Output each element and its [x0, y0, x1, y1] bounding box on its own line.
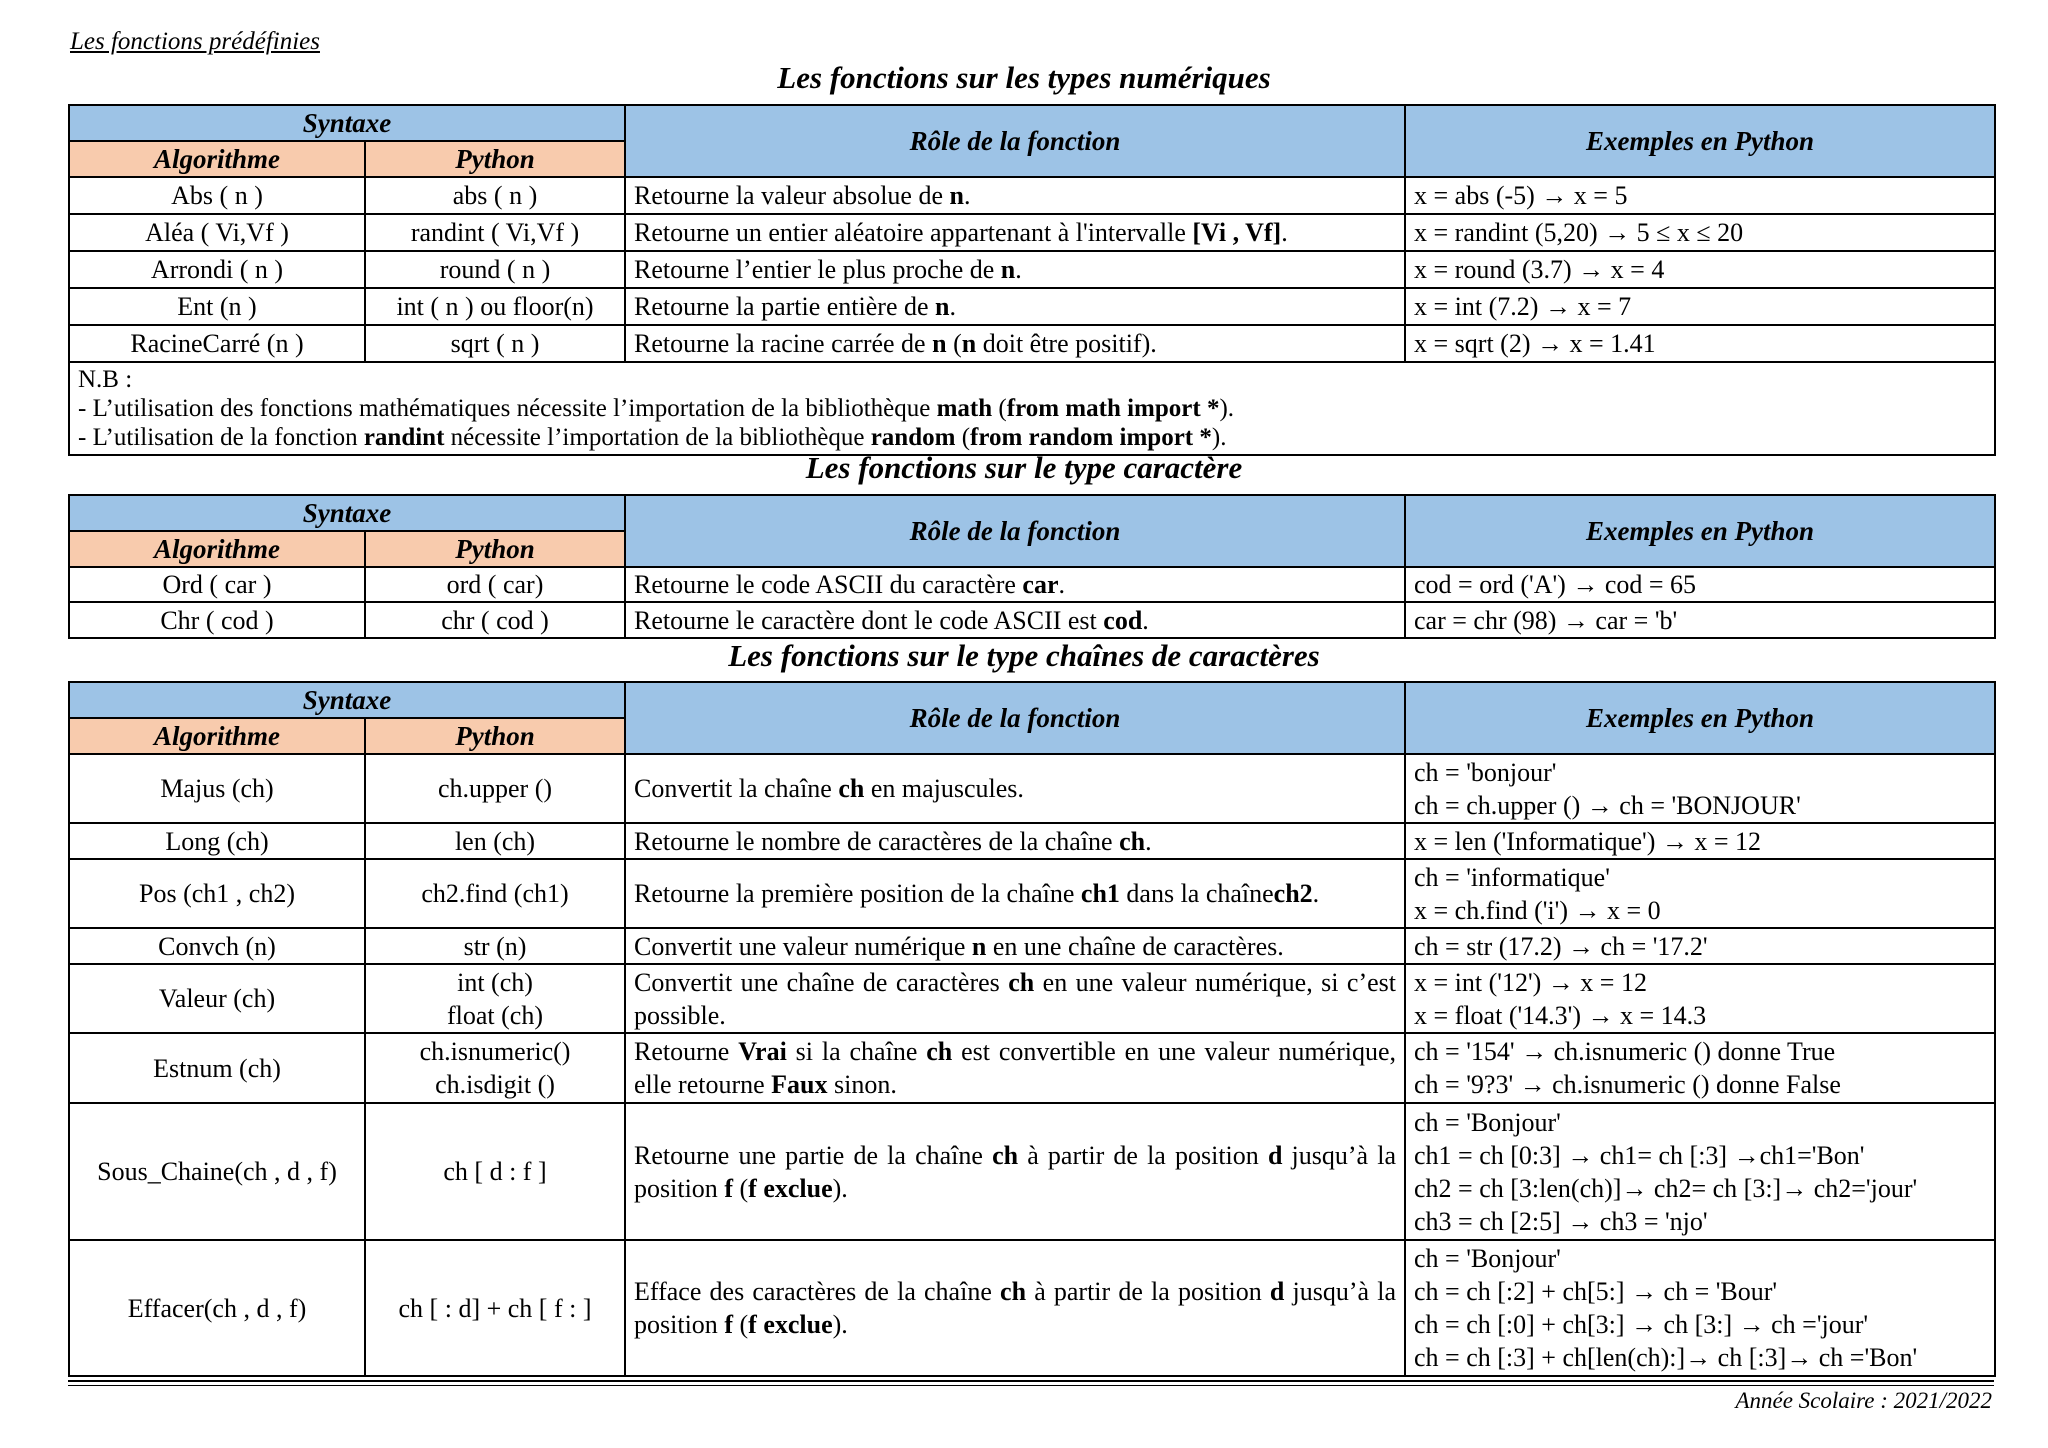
cell-line: ch = 'Bonjour' [1414, 1244, 1561, 1273]
header-syntaxe: Syntaxe [69, 682, 625, 718]
bold-term: f [724, 1173, 733, 1203]
text-segment: - L’utilisation des fonctions mathématiques nécessite l’importation de la bibliothèque [78, 395, 937, 422]
bold-term: math [936, 395, 993, 422]
cell-line: x = len ('Informatique') → x = 12 [1414, 826, 1762, 856]
examples-cell [1405, 964, 1995, 1033]
text-segment: Retourne une partie de la chaîne [634, 1140, 993, 1170]
text-segment: . [1142, 605, 1149, 635]
cell-line: x = round (3.7) → x = 4 [1414, 255, 1665, 284]
cell-line: Estnum (ch) [153, 1053, 281, 1083]
cell-line: ch.isnumeric() [419, 1037, 571, 1066]
numeric-functions-table [68, 104, 1996, 456]
cell-line: Majus (ch) [160, 774, 274, 803]
bold-term: randint [363, 424, 445, 451]
bold-term: cod [1103, 605, 1143, 635]
text-segment: doit être positif). [976, 329, 1157, 358]
cell-line: ch = 'bonjour' [1414, 757, 1557, 787]
header-role: Rôle de la fonction [625, 105, 1405, 177]
bold-term: f [724, 1310, 733, 1339]
header-row [69, 682, 1995, 718]
examples-cell [1405, 1240, 1995, 1376]
text-segment: en une chaîne de caractères. [986, 931, 1284, 961]
examples-cell [1405, 928, 1995, 964]
bold-term: from random import * [970, 424, 1212, 451]
table-row [69, 251, 1995, 288]
table-row [69, 754, 1995, 823]
examples-cell [1405, 177, 1995, 214]
bold-term: ch [992, 1140, 1019, 1170]
bold-term: d [1267, 1140, 1283, 1170]
role-cell [625, 1033, 1405, 1103]
section-title-character: Les fonctions sur le type caractère [805, 450, 1243, 485]
python-cell [365, 823, 625, 859]
cell-line: Valeur (ch) [158, 984, 276, 1013]
header-role: Rôle de la fonction [625, 495, 1405, 567]
cell-line: RacineCarré (n ) [130, 329, 304, 358]
cell-line: Sous_Chaine(ch , d , f) [97, 1157, 337, 1186]
text-segment: ). [832, 1173, 848, 1203]
algorithm-cell [69, 177, 365, 214]
cell-line: Aléa ( Vi,Vf ) [145, 218, 289, 247]
cell-line: car = chr (98) → car = 'b' [1414, 605, 1678, 635]
algorithm-cell [69, 928, 365, 964]
python-cell [365, 964, 625, 1033]
python-cell [365, 325, 625, 362]
algorithm-cell [69, 1103, 365, 1240]
cell-line: ch [ : d] + ch [ f : ] [398, 1293, 592, 1323]
cell-line: x = int (7.2) → x = 7 [1414, 292, 1632, 321]
role-cell [625, 754, 1405, 823]
table-row [69, 567, 1995, 602]
header-role: Rôle de la fonction [625, 682, 1405, 754]
algorithm-cell [69, 964, 365, 1033]
text-segment: Convertit la chaîne [634, 774, 839, 803]
text-segment: Convertit une valeur numérique [634, 931, 972, 961]
text-segment: . [963, 181, 971, 210]
footer-school-year: Année Scolaire : 2021/2022 [1735, 1388, 1992, 1413]
bold-term: ch2 [1273, 879, 1313, 908]
header-examples: Exemples en Python [1405, 495, 1995, 567]
bold-term: n [932, 329, 947, 358]
table-row [69, 823, 1995, 859]
cell-line: x = abs (-5) → x = 5 [1414, 181, 1628, 210]
bold-term: n [961, 329, 977, 358]
table-row [69, 325, 1995, 362]
role-cell [625, 214, 1405, 251]
algorithm-cell [69, 754, 365, 823]
page-label: Les fonctions prédéfinies [70, 28, 320, 55]
text-segment: ). [1219, 395, 1235, 422]
cell-line: int (ch) [457, 967, 533, 997]
python-cell [365, 251, 625, 288]
header-algorithme: Algorithme [69, 531, 365, 567]
cell-line: ch = ch [:2] + ch[5:] → ch = 'Bour' [1414, 1277, 1778, 1306]
text-segment: Retourne [634, 1037, 739, 1066]
text-segment: . [949, 292, 957, 321]
text-segment: Retourne la valeur absolue de [634, 181, 950, 210]
cell-line: ch = 'Bonjour' [1414, 1107, 1561, 1137]
bold-term: ch [1000, 1277, 1027, 1306]
role-cell [625, 602, 1405, 638]
role-cell [625, 1240, 1405, 1376]
table-row [69, 602, 1995, 638]
text-segment: à partir de la position [1026, 1277, 1270, 1306]
note-line [78, 394, 1986, 423]
cell-line: ch = ch [:0] + ch[3:] → ch [3:] → ch ='jour' [1414, 1310, 1869, 1339]
cell-line: x = ch.find ('i') → x = 0 [1414, 895, 1661, 925]
examples-cell [1405, 288, 1995, 325]
algorithm-cell [69, 1240, 365, 1376]
bold-term: [Vi , Vf] [1192, 218, 1282, 247]
cell-line: str (n) [463, 931, 527, 961]
cell-line: ord ( car) [446, 570, 544, 599]
role-cell [625, 928, 1405, 964]
cell-line: abs ( n ) [452, 181, 538, 210]
cell-line: cod = ord ('A') → cod = 65 [1414, 570, 1697, 599]
bold-term: n [949, 181, 964, 210]
text-segment: jusqu’à la position [634, 1140, 1397, 1203]
cell-line: Long (ch) [165, 826, 269, 856]
section-title-numeric: Les fonctions sur les types numériques [777, 60, 1271, 95]
cell-line: Chr ( cod ) [160, 605, 274, 635]
cell-line: Abs ( n ) [171, 181, 263, 210]
cell-line: ch = str (17.2) → ch = '17.2' [1414, 931, 1708, 961]
python-cell [365, 928, 625, 964]
cell-line: len (ch) [454, 826, 536, 856]
header-syntaxe: Syntaxe [69, 105, 625, 141]
cell-line: x = int ('12') → x = 12 [1414, 967, 1647, 997]
text-segment: Retourne la première position de la chaîne [634, 879, 1081, 908]
python-cell [365, 288, 625, 325]
bold-term: f exclue [748, 1173, 833, 1203]
text-segment: ( [955, 424, 971, 451]
text-segment: . [1145, 826, 1152, 856]
text-segment: Retourne la racine carrée de [634, 329, 933, 358]
table-row [69, 1103, 1995, 1240]
text-segment: - L’utilisation de la fonction [78, 424, 364, 451]
bold-term: ch [1008, 967, 1035, 997]
role-cell [625, 964, 1405, 1033]
text-segment: Retourne le nombre de caractères de la chaîne [634, 826, 1120, 856]
examples-cell [1405, 567, 1995, 602]
bold-term: from math import * [1006, 395, 1220, 422]
cell-line: Convch (n) [158, 931, 276, 961]
python-cell [365, 1240, 625, 1376]
examples-cell [1405, 214, 1995, 251]
text-segment: à partir de la position [1018, 1140, 1268, 1170]
text-segment: si la chaîne [786, 1037, 927, 1066]
header-python: Python [365, 531, 625, 567]
algorithm-cell [69, 214, 365, 251]
table-row [69, 288, 1995, 325]
header-row [69, 105, 1995, 141]
header-algorithme: Algorithme [69, 718, 365, 754]
cell-line: ch [ d : f ] [443, 1157, 547, 1186]
bold-term: f exclue [748, 1310, 833, 1339]
role-cell [625, 1103, 1405, 1240]
text-segment: ( [992, 395, 1007, 422]
cell-line: float (ch) [447, 1000, 544, 1030]
bold-term: car [1022, 570, 1059, 599]
text-segment: est convertible en une valeur numérique, elle retourne [634, 1037, 1397, 1099]
bold-term: ch [926, 1037, 953, 1066]
algorithm-cell [69, 325, 365, 362]
cell-line: round ( n ) [439, 255, 551, 284]
text-segment: en majuscules. [864, 774, 1024, 803]
algorithm-cell [69, 859, 365, 928]
bold-term: n [935, 292, 950, 321]
bold-term: d [1269, 1277, 1285, 1306]
examples-cell [1405, 754, 1995, 823]
role-cell [625, 251, 1405, 288]
algorithm-cell [69, 602, 365, 638]
string-functions-table [68, 681, 1996, 1377]
bold-term: Vrai [738, 1037, 787, 1066]
cell-line: ch2 = ch [3:len(ch)]→ ch2= ch [3:]→ ch2='jour' [1414, 1173, 1918, 1203]
algorithm-cell [69, 567, 365, 602]
cell-line: x = sqrt (2) → x = 1.41 [1414, 329, 1656, 358]
table-row [69, 1033, 1995, 1103]
examples-cell [1405, 602, 1995, 638]
text-segment: Efface des caractères de la chaîne [634, 1277, 1001, 1306]
cell-line: ch.isdigit () [435, 1070, 555, 1099]
text-segment: ). [832, 1310, 848, 1339]
text-segment: Retourne la partie entière de [634, 292, 936, 321]
text-segment: . [1015, 255, 1022, 284]
table-row [69, 859, 1995, 928]
python-cell [365, 567, 625, 602]
header-syntaxe: Syntaxe [69, 495, 625, 531]
text-segment: ( [732, 1173, 749, 1203]
cell-line: ch.upper () [437, 774, 553, 803]
header-algorithme: Algorithme [69, 141, 365, 177]
cell-line: x = randint (5,20) → 5 ≤ x ≤ 20 [1414, 218, 1744, 247]
text-segment: ( [732, 1310, 749, 1339]
header-python: Python [365, 718, 625, 754]
note-cell [69, 362, 1995, 455]
bold-term: n [1000, 255, 1016, 284]
bold-term: Faux [771, 1070, 828, 1099]
text-segment: jusqu’à la position [634, 1277, 1397, 1339]
cell-line: chr ( cod ) [441, 605, 549, 635]
bottom-rule [68, 1380, 1994, 1386]
python-cell [365, 214, 625, 251]
note-row [69, 362, 1995, 455]
examples-cell [1405, 859, 1995, 928]
python-cell [365, 1033, 625, 1103]
bold-term: ch [1119, 826, 1146, 856]
note-line [78, 423, 1986, 452]
table-row [69, 177, 1995, 214]
text-segment: Convertit une chaîne de caractères [634, 967, 1009, 997]
table-row [69, 1240, 1995, 1376]
cell-line: ch = 'informatique' [1414, 862, 1610, 892]
algorithm-cell [69, 288, 365, 325]
bold-term: ch1 [1080, 879, 1120, 908]
role-cell [625, 567, 1405, 602]
examples-cell [1405, 325, 1995, 362]
section-title-string: Les fonctions sur le type chaînes de caractères [728, 638, 1320, 673]
cell-line: Arrondi ( n ) [150, 255, 284, 284]
text-segment: . [1281, 218, 1288, 247]
python-cell [365, 177, 625, 214]
algorithm-cell [69, 823, 365, 859]
cell-line: randint ( Vi,Vf ) [410, 218, 580, 247]
algorithm-cell [69, 251, 365, 288]
python-cell [365, 602, 625, 638]
bold-term: random [870, 424, 956, 451]
python-cell [365, 754, 625, 823]
cell-line: x = float ('14.3') → x = 14.3 [1414, 1000, 1707, 1030]
role-cell [625, 823, 1405, 859]
examples-cell [1405, 1103, 1995, 1240]
text-segment: Retourne le code ASCII du caractère [634, 570, 1023, 599]
text-segment: en une valeur numérique, si c’est possible. [634, 967, 1397, 1030]
algorithm-cell [69, 1033, 365, 1103]
cell-line: ch3 = ch [2:5] → ch3 = 'njo' [1414, 1206, 1708, 1236]
cell-line: ch = ch.upper () → ch = 'BONJOUR' [1414, 790, 1801, 820]
role-cell [625, 859, 1405, 928]
bold-term: n [971, 931, 987, 961]
text-segment: . [1058, 570, 1065, 599]
examples-cell [1405, 823, 1995, 859]
bold-term: ch [838, 774, 865, 803]
text-segment: . [1312, 879, 1320, 908]
cell-line: ch2.find (ch1) [421, 879, 569, 908]
role-cell [625, 288, 1405, 325]
table-row [69, 928, 1995, 964]
text-segment: Retourne un entier aléatoire appartenant à l'intervalle [634, 218, 1193, 247]
cell-line: sqrt ( n ) [450, 329, 540, 358]
table-row [69, 214, 1995, 251]
header-row [69, 495, 1995, 531]
cell-line: ch1 = ch [0:3] → ch1= ch [:3] →ch1='Bon' [1414, 1140, 1865, 1170]
text-segment: dans la chaîne [1119, 879, 1274, 908]
text-segment: ). [1211, 424, 1227, 451]
text-segment: nécessite l’importation de la bibliothèque [444, 424, 871, 451]
python-cell [365, 1103, 625, 1240]
character-functions-table [68, 494, 1996, 639]
cell-line: ch = ch [:3] + ch[len(ch):]→ ch [:3]→ ch ='Bon' [1414, 1343, 1918, 1372]
python-cell [365, 859, 625, 928]
table-row [69, 964, 1995, 1033]
header-examples: Exemples en Python [1405, 105, 1995, 177]
header-examples: Exemples en Python [1405, 682, 1995, 754]
cell-line: Ent (n ) [177, 292, 257, 321]
cell-line: Pos (ch1 , ch2) [139, 879, 295, 908]
note-label: N.B : [78, 366, 133, 393]
cell-line: ch = '154' → ch.isnumeric () donne True [1414, 1037, 1836, 1066]
role-cell [625, 325, 1405, 362]
role-cell [625, 177, 1405, 214]
text-segment: ( [946, 329, 962, 358]
examples-cell [1405, 1033, 1995, 1103]
text-segment: Retourne l’entier le plus proche de [634, 255, 1001, 284]
cell-line: ch = '9?3' → ch.isnumeric () donne False [1414, 1070, 1841, 1099]
header-python: Python [365, 141, 625, 177]
cell-line: int ( n ) ou floor(n) [396, 292, 594, 321]
examples-cell [1405, 251, 1995, 288]
text-segment: Retourne le caractère dont le code ASCII est [634, 605, 1104, 635]
cell-line: Ord ( car ) [162, 570, 272, 599]
text-segment: sinon. [827, 1070, 897, 1099]
cell-line: Effacer(ch , d , f) [127, 1293, 307, 1323]
